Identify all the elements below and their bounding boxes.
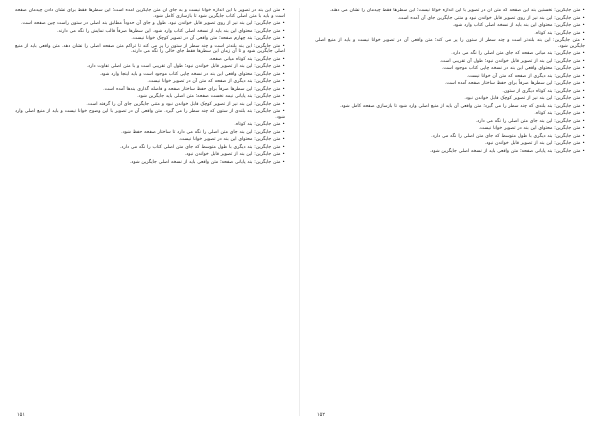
page-number: ۱۵۱ [17,412,26,418]
paragraph: • متن جایگزین: بند کوتاه دیگری از ستون. [502,88,585,94]
left-page [5,0,295,424]
paragraph: • متن جایگزین: این بند از تصویر قابل خواندن نبود. [484,141,585,146]
paragraph: • متن جایگزین: بند بلندی که چند سطر را می گیرد؛ متن واقعی آن باید از منبع اصلی وارد شود تا بازسازی صفحه کامل شود. [339,103,585,109]
paragraph: • متن جایگزین: بند کوتاه میانی صفحه. [208,56,285,62]
paragraph: • متن جایگزین: این بند نیز از روی تصویر قابل خواندن نبود. طول و جای آن حدوداً مطابق بند اصلی در ستون راست چین صفحه است. [21,21,285,26]
paragraph: • متن جایگزین: محتوای واقعی این بند در نسخه چاپی کتاب موجود است و باید اینجا وارد شود. [99,71,285,77]
paragraph: • متن جایگزین: بند کوتاه. [234,122,285,127]
paragraph: • متن جایگزین: بند میانی صفحه که جای متن اصلی را نگه می دارد. [451,51,585,56]
paragraph: • متن جایگزین: بند پایانی صفحه؛ متن واقعی باید از نسخه اصلی جایگزین شود. [129,159,285,165]
right-page-text-column [315,8,585,400]
paragraph: • متن جایگزین: این سطرها صرفاً برای حفظ ساختار صفحه آمده است. [444,81,585,86]
paragraph: • متن جایگزین: این بند نیز از تصویر کوچک قابل خواندن نبود و متنی جایگزین جای آن را گرفته است. [86,101,285,107]
paragraph: • متن جایگزین: بند دیگری با طول متوسط که جای متن اصلی کتاب را نگه می دارد. [119,144,285,150]
paragraph: • متن جایگزین: محتوای این بند باید از نسخه اصلی کتاب وارد شود. این سطرها صرفاً قالب نمایش را نگه می دارند. [57,28,285,34]
paragraph: • متن جایگزین: بند بلندی از ستون که چند سطر را می گیرد. متن واقعی آن در تصویر با این وضوح خوانا نیست و باید از منبع اصلی وارد شود. [15,109,285,120]
paragraph: • متن جایگزین: این بند بلندتر است و چند سطر از ستون را پر می کند؛ متن واقعی آن در تصویر خوانا نیست و باید از منبع اصلی جایگزین شود. [315,38,585,49]
paragraph: • متن جایگزین: نخستین بند این صفحه که متن آن در تصویر با این اندازه خوانا نیست؛ این سطرها فقط چیدمان را نشان می دهند. [329,8,585,13]
page-number: ۱۵۲ [317,412,326,418]
page-gutter [299,8,300,416]
paragraph: • متن جایگزین: محتوای این بند در تصویر خوانا نیست. [178,137,285,142]
left-page-text-column [15,8,285,400]
paragraph: • متن جایگزین: این بند نیز از تصویر کوچک قابل خواندن نبود. [464,96,585,101]
paragraph: • متن جایگزین: این بند نیز از روی تصویر قابل خواندن نبود و متنی جایگزین جای آن آمده است. [397,15,585,21]
paragraph: • متن جایگزین: بند دیگری با طول متوسط که جای متن اصلی را نگه می دارد. [431,133,585,139]
paragraph: • متن جایگزین: این بند بلندتر است و چند سطر از ستون را پر می کند تا تراکم متن صفحه اصلی را نشان دهد. متن واقعی باید از منبع اصلی جایگزین شود و تا آن زمان این سطرها فقط جای خالی را نگه می دارند. [15,43,285,54]
paragraph: • متن جایگزین: محتوای این بند در تصویر خوانا نیست. [478,126,585,131]
paragraph: • متن جایگزین: بند چهارم صفحه؛ متن واقعی آن در تصویر کوچک خوانا نیست. [131,36,285,41]
paragraph: • متن جایگزین: این بند جای متن اصلی را نگه می دارد تا ساختار صفحه حفظ شود. [121,129,285,135]
paragraph: • متن جایگزین: محتوای این بند باید از نسخه اصلی کتاب وارد شود. [452,23,585,28]
paragraph: • متن جایگزین: محتوای واقعی این بند در نسخه چاپی کتاب موجود است. [441,66,585,71]
paragraph: • متن جایگزین: بند دیگری از صفحه که متن آن در تصویر خوانا نیست. [147,79,285,84]
paragraph: • متن جایگزین: بند پایانی نیمه نخست صفحه؛ متن اصلی باید جایگزین شود. [137,94,285,99]
paragraph: • متن جایگزین: این بند از تصویر قابل خواندن نبود؛ طول آن تقریبی است. [439,58,585,64]
paragraph: • متن این بند در تصویر با این اندازه خوانا نیست و به جای آن متن جایگزین آمده است؛ این سطرها فقط برای نشان دادن چیدمان صفحه است و باید با متن اصلی کتاب جایگزین شود تا بازسازی کامل شود. [15,8,285,19]
paragraph: • متن جایگزین: بند دیگری از صفحه که متن آن خوانا نیست. [466,73,585,79]
paragraph: • متن جایگزین: این سطرها صرفاً برای حفظ ساختار صفحه و فاصله گذاری بندها آمده است. [103,86,285,92]
right-page [305,0,595,424]
paragraph: • متن جایگزین: این بند از تصویر قابل خواندن نبود. [184,152,285,157]
paragraph: • متن جایگزین: بند پایانی صفحه؛ متن واقعی باید از نسخه اصلی جایگزین شود. [429,148,585,154]
paragraph: • متن جایگزین: این بند جای متن اصلی را نگه می دارد. [475,118,585,124]
paragraph: • متن جایگزین: بند کوتاه. [534,30,585,36]
paragraph: • متن جایگزین: این بند از تصویر قابل خواندن نبود؛ طول آن تقریبی است و با متن اصلی تفاوت دارد. [86,64,285,69]
paragraph: • متن جایگزین: بند کوتاه. [534,111,585,116]
